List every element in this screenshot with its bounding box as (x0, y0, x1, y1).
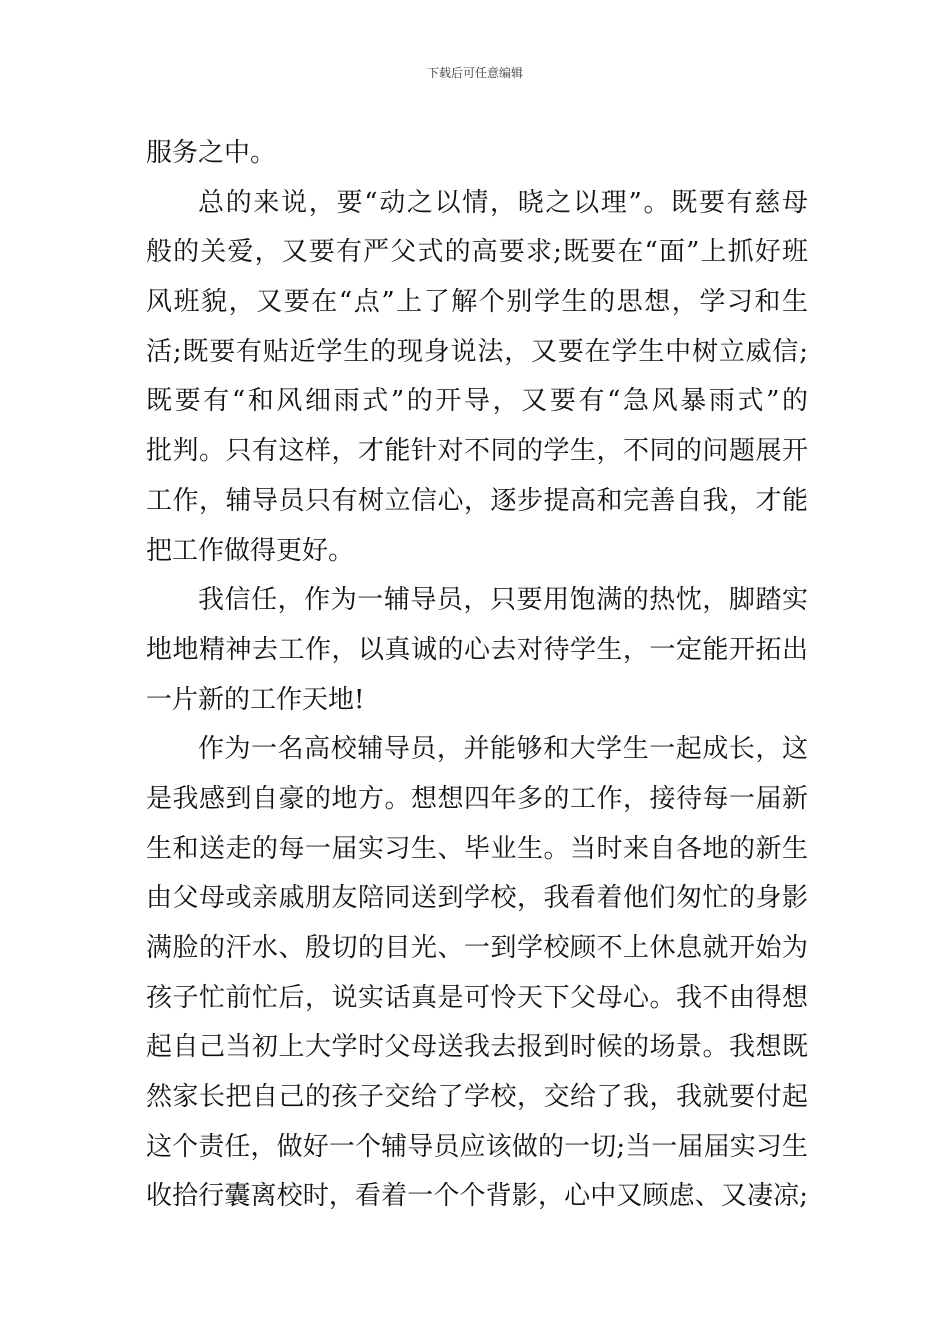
text-line: 由父母或亲戚朋友陪同送到学校，我看着他们匆忙的身影 (146, 883, 808, 914)
text-line: 既要有“和风细雨式”的开导，又要有“急风暴雨式”的 (146, 386, 808, 417)
text-line: 地地精神去工作，以真诚的心去对待学生，一定能开拓出 (146, 634, 808, 665)
text-line: 起自己当初上大学时父母送我去报到时候的场景。我想既 (146, 1032, 808, 1063)
text-line: 服务之中。 (146, 138, 277, 168)
page-header: 下载后可任意编辑 (426, 66, 523, 80)
text-line: 总的来说，要“动之以情，晓之以理”。既要有慈母 (198, 187, 808, 218)
text-line: 工作，辅导员只有树立信心，逐步提高和完善自我，才能 (146, 485, 808, 516)
document-body (146, 129, 808, 1222)
text-line: 这个责任，做好一个辅导员应该做的一切;当一届届实习生 (146, 1131, 808, 1162)
text-line: 然家长把自己的孩子交给了学校，交给了我，我就要付起 (146, 1082, 808, 1113)
text-line: 生和送走的每一届实习生、毕业生。当时来自各地的新生 (146, 833, 808, 864)
text-line: 孩子忙前忙后，说实话真是可怜天下父母心。我不由得想 (146, 982, 808, 1013)
text-line: 把工作做得更好。 (146, 535, 355, 566)
text-line: 风班貌，又要在“点”上了解个别学生的思想，学习和生 (146, 287, 808, 318)
text-line: 般的关爱，又要有严父式的高要求;既要在“面”上抓好班 (146, 237, 808, 268)
text-line: 收拾行囊离校时，看着一个个背影，心中又顾虑、又凄凉; (146, 1181, 808, 1212)
text-line: 满脸的汗水、殷切的目光、一到学校顾不上休息就开始为 (146, 933, 808, 963)
text-line: 一片新的工作天地! (146, 684, 365, 715)
text-line: 批判。只有这样，才能针对不同的学生，不同的问题展开 (146, 436, 808, 467)
text-line: 活;既要有贴近学生的现身说法，又要在学生中树立威信; (146, 336, 808, 367)
text-line: 是我感到自豪的地方。想想四年多的工作，接待每一届新 (146, 783, 808, 814)
text-line: 我信任，作为一辅导员，只要用饱满的热忱，脚踏实 (198, 585, 808, 616)
text-line: 作为一名高校辅导员，并能够和大学生一起成长，这 (198, 734, 808, 765)
